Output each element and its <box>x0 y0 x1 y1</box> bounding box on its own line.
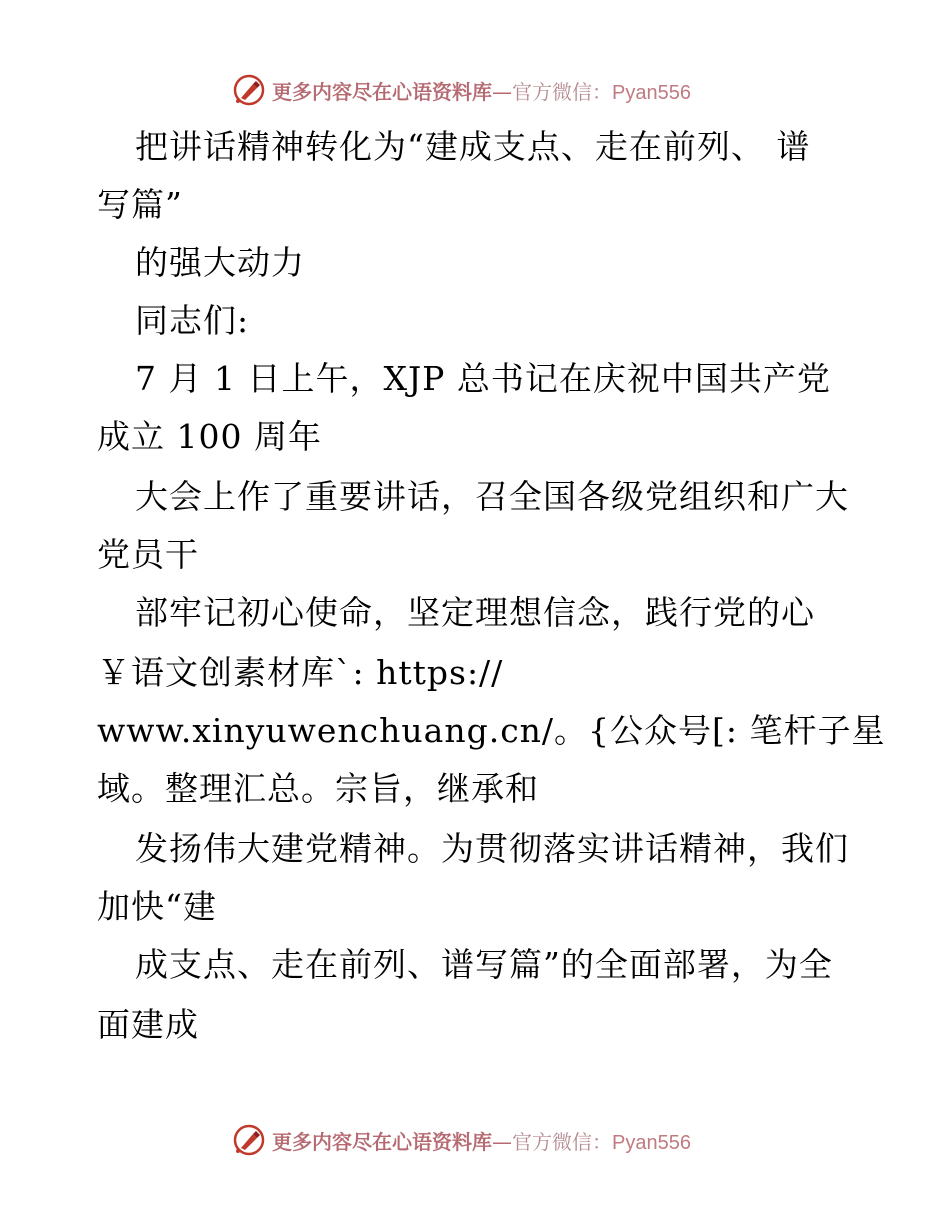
pen-nib-logo-icon <box>232 1123 266 1157</box>
body-line: 把讲话精神转化为“建成支点、走在前列、 谱 <box>135 127 811 166</box>
header-banner <box>232 70 691 110</box>
banner-wechat-id: Pyan556 <box>612 81 691 104</box>
header-banner-text <box>272 76 691 105</box>
body-line: 的强大动力 <box>135 243 305 282</box>
body-line: 域。整理汇总。宗旨，继承和 <box>97 769 539 808</box>
body-line: 成立 100 周年 <box>97 417 322 456</box>
body-line: 发扬伟大建党精神。为贯彻落实讲话精神，我们 <box>135 829 849 868</box>
pen-nib-logo-icon <box>232 73 266 107</box>
banner-site-name: 更多内容尽在心语资料库 <box>272 79 492 104</box>
body-line: 党员干 <box>97 535 199 574</box>
body-line: 部牢记初心使命，坚定理想信念，践行党的心 <box>135 593 815 632</box>
banner-dash: — <box>492 79 512 104</box>
banner-site-name: 更多内容尽在心语资料库 <box>272 1129 492 1154</box>
body-line: 大会上作了重要讲话，召全国各级党组织和广大 <box>135 477 849 516</box>
body-line: 加快“建 <box>97 887 217 926</box>
body-line: ￥语文创素材库`: https:// <box>97 653 504 692</box>
banner-wechat-label: 官方微信： <box>512 79 612 104</box>
banner-wechat-label: 官方微信： <box>512 1129 612 1154</box>
banner-wechat-id: Pyan556 <box>612 1131 691 1154</box>
body-line: 写篇” <box>97 185 183 224</box>
body-line: 成支点、走在前列、谱写篇”的全面部署，为全 <box>135 945 833 984</box>
footer-banner-text <box>272 1126 691 1155</box>
body-line: www.xinyuwenchuang.cn/。{公众号[: 笔杆子星 <box>97 711 886 750</box>
body-line: 同志们: <box>135 301 250 340</box>
body-line: 面建成 <box>97 1005 199 1044</box>
body-line: 7 月 1 日上午，XJP 总书记在庆祝中国共产党 <box>135 359 831 398</box>
footer-banner <box>232 1120 691 1160</box>
banner-dash: — <box>492 1129 512 1154</box>
